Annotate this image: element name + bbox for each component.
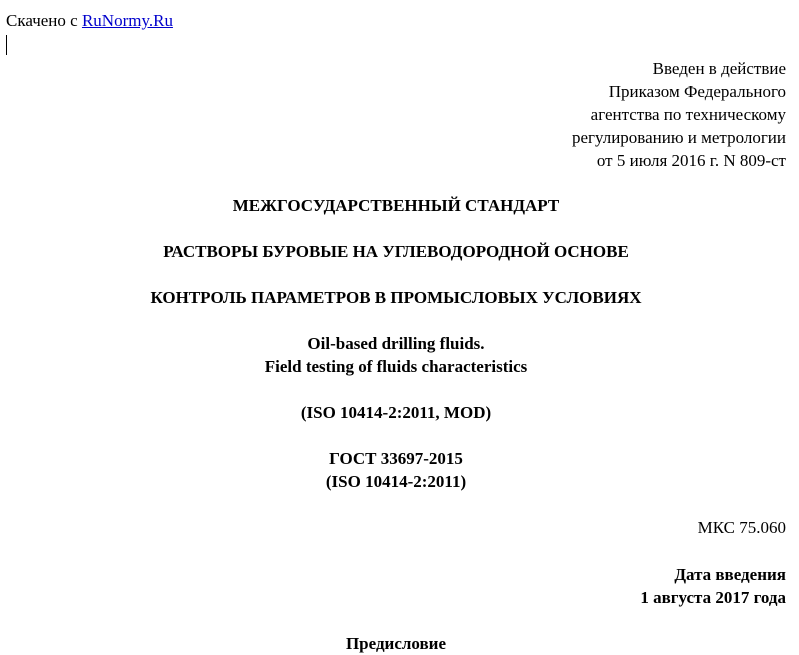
intro-date-value: 1 августа 2017 года	[640, 588, 786, 607]
approval-block	[572, 57, 786, 172]
gost-iso-reference: (ISO 10414-2:2011)	[325, 472, 467, 491]
approval-line: Приказом Федерального	[608, 82, 786, 101]
text-cursor	[6, 35, 7, 55]
standard-type: МЕЖГОСУДАРСТВЕННЫЙ СТАНДАРТ	[232, 196, 560, 215]
foreword-heading: Предисловие	[345, 634, 447, 653]
title-ru-line-2: КОНТРОЛЬ ПАРАМЕТРОВ В ПРОМЫСЛОВЫХ УСЛОВИЯХ	[150, 288, 642, 307]
mks-code: МКС 75.060	[697, 518, 786, 537]
title-ru-line-1: РАСТВОРЫ БУРОВЫЕ НА УГЛЕВОДОРОДНОЙ ОСНОВЕ	[163, 242, 629, 261]
approval-line: регулированию и метрологии	[571, 128, 786, 147]
approval-line: агентства по техническому	[590, 105, 786, 124]
approval-line: от 5 июля 2016 г. N 809-ст	[596, 151, 786, 170]
approval-line: Введен в действие	[652, 59, 786, 78]
intro-date-label: Дата введения	[674, 565, 786, 584]
source-line	[6, 11, 173, 31]
iso-mod-reference: (ISO 10414-2:2011, MOD)	[300, 403, 492, 422]
gost-number: ГОСТ 33697-2015	[329, 449, 463, 468]
title-en-line-2: Field testing of fluids characteristics	[264, 357, 528, 376]
runormy-link[interactable]: RuNormy.Ru	[81, 11, 173, 30]
source-prefix: Скачено с	[6, 11, 82, 30]
title-en-line-1: Oil-based drilling fluids.	[307, 334, 485, 353]
